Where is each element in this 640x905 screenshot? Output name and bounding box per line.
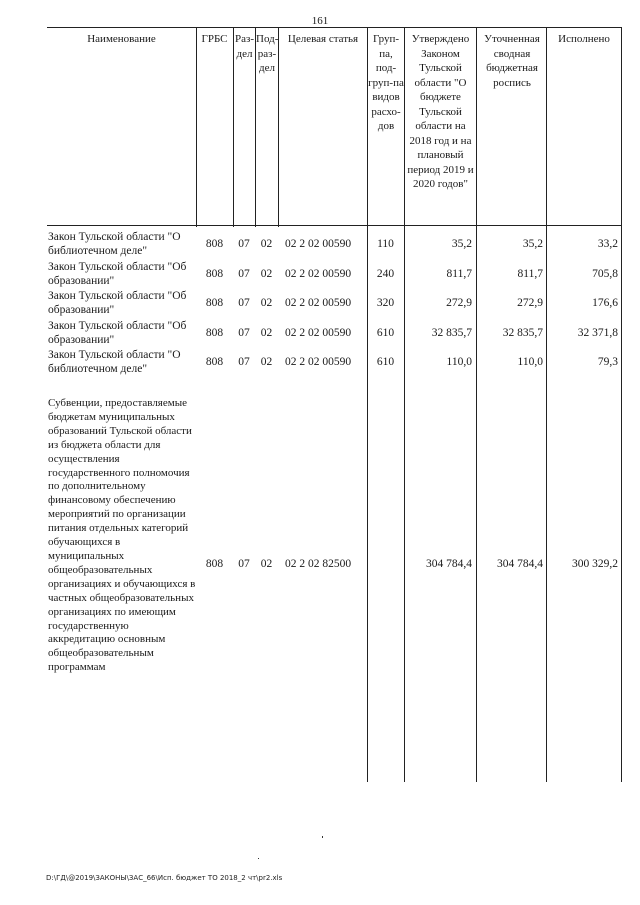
table-row-razdel: 07 [238,327,250,339]
header-name: Наименование [87,33,156,45]
table-row-target: 02 2 02 00590 [285,238,352,250]
col-divider [546,27,547,782]
table-row-executed: 300 329,2 [572,558,618,570]
table-row-name: Закон Тульской области "О библиотечном деле" [48,231,181,257]
header-group: Груп-па, под-груп-па видов расхо-дов [368,33,404,132]
table-row-target: 02 2 02 82500 [285,558,352,570]
header-bottom-border [47,225,622,226]
table-row-razdel: 07 [238,297,250,309]
header-grbs: ГРБС [201,33,228,45]
table-row-refined: 811,7 [517,268,543,280]
table-row-group: 610 [376,356,395,368]
table-row-grbs: 808 [205,238,224,250]
scan-speck [322,836,323,838]
table-row-group: 610 [376,327,395,339]
col-divider [278,27,279,227]
table-row-name: Закон Тульской области "О библиотечном деле" [48,349,181,375]
table-row-name: Закон Тульской области "Об образовании" [48,261,187,287]
table-row-approved: 35,2 [451,238,472,250]
header-razdel: Раз-дел [234,33,254,60]
table-row-name: Закон Тульской области "Об образовании" [48,290,187,316]
table-row-razdel: 07 [238,356,250,368]
table-row-podrazdel: 02 [260,558,273,570]
table-row-executed: 33,2 [597,238,618,250]
table-row-executed: 705,8 [592,268,618,280]
table-row-group: 240 [376,268,395,280]
header-target: Целевая статья [287,33,359,45]
table-row-group: 110 [377,238,394,250]
file-path-footer: D:\ГД\@2019\ЗАКОНЫ\ЗАС_66\Исп. бюджет ТО 2018_2 чт\pr2.xls [46,874,283,882]
table-row-razdel: 07 [238,238,250,250]
table-row-grbs: 808 [205,297,224,309]
table-row-grbs: 808 [205,268,224,280]
header-executed: Исполнено [558,33,610,45]
table-row-podrazdel: 02 [260,297,273,309]
table-row-refined: 110,0 [517,356,543,368]
scan-speck [258,858,259,859]
table-row-executed: 79,3 [597,356,618,368]
col-divider [367,27,368,782]
col-divider [621,27,622,782]
table-row-target: 02 2 02 00590 [285,268,352,280]
table-row-razdel: 07 [238,558,250,570]
table-row-podrazdel: 02 [260,356,273,368]
table-top-border [47,27,622,28]
table-row-podrazdel: 02 [260,238,273,250]
table-row-approved: 32 835,7 [431,327,472,339]
table-row-executed: 176,6 [592,297,618,309]
table-row-name: Закон Тульской области "Об образовании" [48,320,187,346]
table-row-refined: 272,9 [517,297,543,309]
header-refined: Уточненная сводная бюджетная роспись [484,33,540,89]
header-podrazdel: Под-раз-дел [256,33,279,74]
table-row-podrazdel: 02 [260,327,273,339]
col-divider [196,27,197,227]
table-row-approved: 110,0 [446,356,472,368]
col-divider [476,27,477,782]
table-row-grbs: 808 [205,356,224,368]
table-row-target: 02 2 02 00590 [285,356,352,368]
budget-table [47,27,622,782]
page-number: 161 [311,15,329,27]
table-row-name: Субвенции, предоставляемые бюджетам муниципальных образований Тульской области из бюджета области для осуществления государственного полномочия по дополнительному финансовому обеспечению мероприятий по организации питания отдельных категорий обучающихся в муниципальных общеобразовательных организациях и обучающихся в частных общеобразовательных организациях по имеющим государственную аккредитацию основным общеобразовательным программам [48,397,196,674]
table-row-refined: 304 784,4 [497,558,543,570]
table-row-approved: 272,9 [446,297,472,309]
table-row-refined: 35,2 [522,238,543,250]
table-row-executed: 32 371,8 [577,327,618,339]
table-row-grbs: 808 [205,558,224,570]
table-row-razdel: 07 [238,268,250,280]
table-row-refined: 32 835,7 [502,327,543,339]
table-row-group: 320 [376,297,395,309]
table-row-target: 02 2 02 00590 [285,297,352,309]
table-row-podrazdel: 02 [260,268,273,280]
header-approved: Утверждено Законом Тульской области "О бюджете Тульской области на 2018 год и на плановый период 2019 и 2020 годов" [407,33,474,190]
table-row-approved: 811,7 [446,268,472,280]
table-row-grbs: 808 [205,327,224,339]
table-row-approved: 304 784,4 [426,558,472,570]
table-row-target: 02 2 02 00590 [285,327,352,339]
